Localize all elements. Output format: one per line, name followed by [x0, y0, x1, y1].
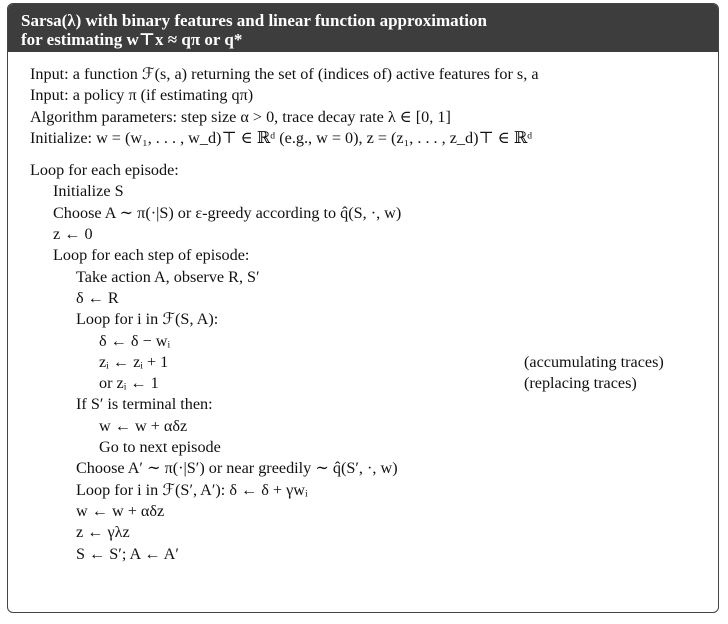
algorithm-body — [8, 52, 718, 565]
section-gap — [30, 149, 706, 160]
terminal-check-line: If S′ is terminal then: — [76, 395, 213, 414]
choose-next-action-line: Choose A′ ∼ π(·|S′) or near greedily ∼ q̂(S′, ·, w) — [76, 459, 398, 478]
terminal-weight-update-line: w ← w + αδz — [99, 416, 188, 435]
accumulating-trace-line — [30, 352, 706, 373]
choose-action-line: Choose A ∼ π(·|S) or ε-greedy according to q̂(S, ·, w) — [53, 203, 402, 222]
reset-trace-line: z ← 0 — [53, 225, 93, 244]
loop-next-features-line: Loop for i in ℱ(S′, A′): δ ← δ + γwᵢ — [76, 480, 308, 499]
loop-episode-line: Loop for each episode: — [30, 161, 179, 180]
initialize-line: Initialize: w = (w₁, . . . , w_d)⊤ ∈ ℝᵈ (e.g., w = 0), z = (z₁, . . . , z_d)⊤ ∈ ℝᵈ — [30, 128, 533, 147]
input-function-line: Input: a function ℱ(s, a) returning the set of (indices of) active features for s, a — [30, 65, 539, 83]
take-action-line: Take action A, observe R, S′ — [76, 267, 260, 286]
replacing-trace-code: or zᵢ ← 1 — [99, 374, 159, 393]
algorithm-box — [7, 3, 719, 613]
trace-decay-line: z ← γλz — [76, 523, 130, 542]
state-action-update-line: S ← S′; A ← A′ — [76, 544, 179, 563]
next-episode-line: Go to next episode — [99, 438, 221, 457]
replacing-trace-line — [30, 373, 706, 394]
delta-init-line: δ ← R — [76, 288, 119, 307]
delta-update-line: δ ← δ − wᵢ — [99, 331, 171, 350]
algorithm-parameters-line: Algorithm parameters: step size α > 0, trace decay rate λ ∈ [0, 1] — [30, 107, 451, 126]
weight-update-line: w ← w + αδz — [76, 501, 165, 520]
loop-features-line: Loop for i in ℱ(S, A): — [76, 310, 219, 329]
accumulating-trace-comment: (accumulating traces) — [524, 352, 664, 371]
title-line-2: for estimating w⊤x ≈ qπ or q* — [21, 30, 243, 49]
algorithm-title — [8, 4, 718, 52]
loop-step-line: Loop for each step of episode: — [53, 246, 250, 265]
initialize-state-line: Initialize S — [53, 182, 124, 201]
title-line-1: Sarsa(λ) with binary features and linear function approximation — [21, 11, 487, 30]
accumulating-trace-code: zᵢ ← zᵢ + 1 — [99, 352, 169, 371]
replacing-trace-comment: (replacing traces) — [524, 374, 637, 393]
input-policy-line: Input: a policy π (if estimating qπ) — [30, 86, 254, 105]
